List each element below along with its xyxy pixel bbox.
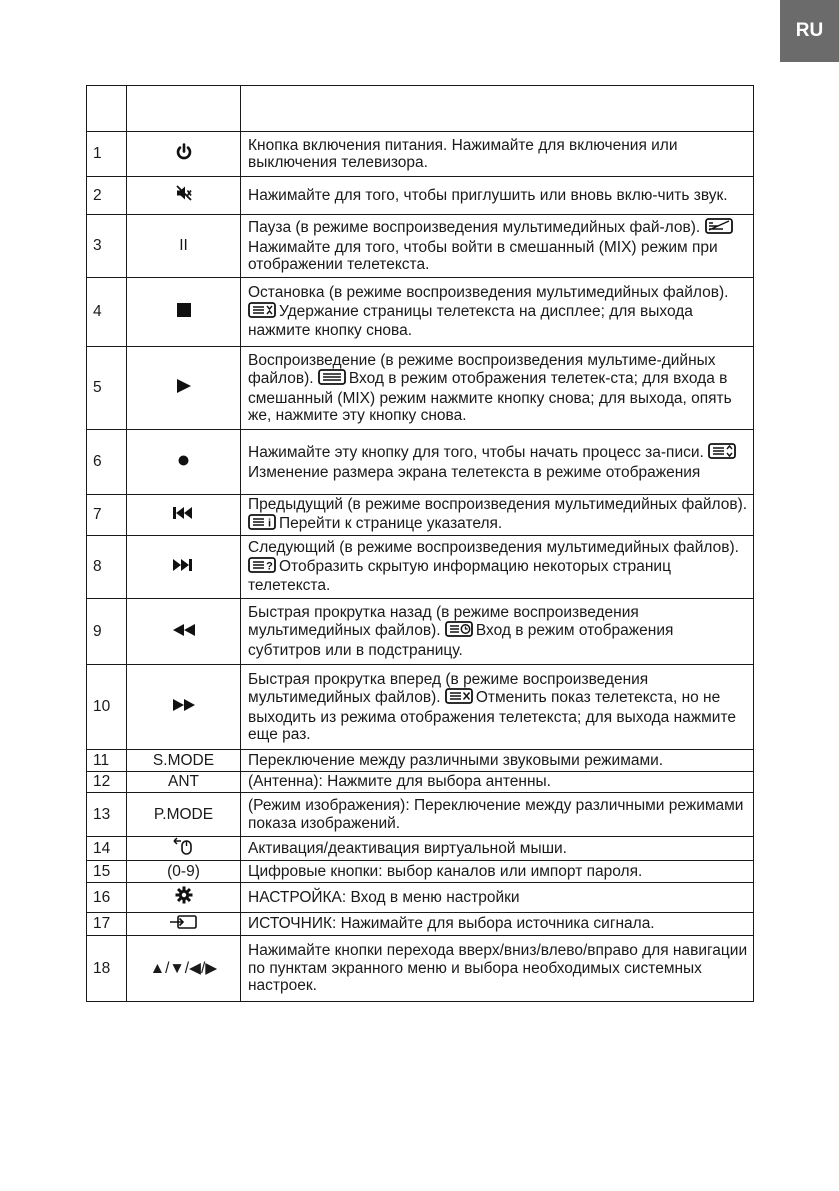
- description-cell: [241, 861, 754, 883]
- description-text: Нажимайте для того, чтобы приглушить или вновь вклю-чить звук.: [248, 186, 728, 204]
- description-cell: [241, 772, 754, 793]
- description-cell: [241, 665, 754, 750]
- description-cell: [241, 599, 754, 665]
- previous-icon: [173, 506, 194, 524]
- description-text: Быстрая прокрутка назад (в режиме воспроизведения мультимедийных файлов).: [248, 603, 639, 640]
- teletext-description-text: Отменить показ телетекста, но не выходить из режима отображения телетекста; для выхода нажмите еще раз.: [248, 689, 737, 743]
- button-label: P.MODE: [153, 805, 214, 823]
- description-text: Нажимайте кнопки перехода вверх/вниз/влево/вправо для навигации по пунктам экранного меню и выбора необходимых системных настроек.: [248, 942, 748, 995]
- table-row: [87, 132, 754, 177]
- remote-button-cell: [127, 772, 241, 793]
- teletext-icon: [318, 369, 346, 390]
- description-cell: [241, 936, 754, 1002]
- row-number: 18: [87, 936, 127, 1002]
- teletext-description-text: Изменение размера экрана телетекста в режиме отображения: [248, 463, 701, 481]
- teletext-description-text: Нажимайте для того, чтобы войти в смешанный (MIX) режим при отображении телетекста.: [248, 238, 718, 274]
- button-label: (0-9): [167, 862, 200, 880]
- teletext-description-text: Перейти к странице указателя.: [279, 514, 503, 532]
- teletext-mix-icon: [705, 218, 733, 239]
- remote-button-cell: [127, 177, 241, 215]
- description-text: ИСТОЧНИК: Нажимайте для выбора источника сигнала.: [248, 915, 655, 933]
- row-number: 5: [87, 347, 127, 430]
- description-text: Нажимайте эту кнопку для того, чтобы начать процесс за-писи.: [248, 444, 704, 461]
- table-row: [87, 665, 754, 750]
- button-label: ▲/▼/◀/▶: [149, 959, 218, 977]
- language-tab: RU: [780, 0, 839, 62]
- row-number: 13: [87, 793, 127, 837]
- next-icon: [173, 558, 194, 576]
- description-text: НАСТРОЙКА: Вход в меню настройки: [248, 888, 520, 906]
- gear-icon: [175, 886, 193, 909]
- description-cell: [241, 215, 754, 278]
- table-row: [87, 430, 754, 495]
- row-number: 16: [87, 883, 127, 913]
- header-cell-button: [127, 86, 241, 132]
- remote-button-cell: [127, 347, 241, 430]
- remote-button-cell: [127, 793, 241, 837]
- row-number: 15: [87, 861, 127, 883]
- description-cell: [241, 430, 754, 495]
- stop-icon: [177, 303, 191, 322]
- row-number: 14: [87, 837, 127, 861]
- button-label: ANT: [168, 773, 199, 791]
- table-row: [87, 772, 754, 793]
- table-row: [87, 837, 754, 861]
- table-row: [87, 936, 754, 1002]
- teletext-hold-icon: [248, 302, 276, 323]
- header-cell-description: [241, 86, 754, 132]
- remote-button-cell: [127, 883, 241, 913]
- remote-button-cell: [127, 536, 241, 599]
- teletext-reveal-icon: [248, 557, 276, 578]
- remote-control-table: [86, 85, 754, 1002]
- table-row: [87, 883, 754, 913]
- table-row: [87, 215, 754, 278]
- row-number: 3: [87, 215, 127, 278]
- description-cell: [241, 750, 754, 772]
- description-text: Предыдущий (в режиме воспроизведения мультимедийных файлов).: [248, 496, 748, 513]
- header-cell-number: [87, 86, 127, 132]
- teletext-description-text: Удержание страницы телетекста на дисплее; для выхода нажмите кнопку снова.: [248, 302, 693, 340]
- button-label: S.MODE: [152, 751, 215, 769]
- teletext-cancel-icon: [445, 688, 473, 709]
- play-icon: [176, 378, 192, 399]
- table-header-row: [87, 86, 754, 132]
- description-text: (Режим изображения): Переключение между различными режимами показа изображений.: [248, 797, 744, 832]
- table-row: [87, 861, 754, 883]
- power-icon: [175, 143, 193, 166]
- description-text: Воспроизведение (в режиме воспроизведения мультиме-дийных файлов).: [248, 351, 716, 387]
- svg-text:?: ?: [266, 560, 273, 573]
- remote-button-cell: [127, 936, 241, 1002]
- description-text: Переключение между различными звуковыми режимами.: [248, 751, 664, 769]
- mouse-icon: [173, 837, 195, 860]
- description-cell: [241, 793, 754, 837]
- table-row: [87, 793, 754, 837]
- remote-button-cell: [127, 913, 241, 936]
- row-number: 11: [87, 750, 127, 772]
- description-cell: [241, 177, 754, 215]
- remote-button-cell: [127, 861, 241, 883]
- teletext-size-icon: [708, 443, 736, 464]
- table-row: [87, 913, 754, 936]
- button-label: II: [179, 237, 188, 255]
- remote-button-cell: [127, 215, 241, 278]
- row-number: 9: [87, 599, 127, 665]
- rewind-icon: [173, 623, 195, 641]
- row-number: 12: [87, 772, 127, 793]
- description-text: Быстрая прокрутка вперед (в режиме воспроизведения мультимедийных файлов).: [248, 670, 649, 706]
- teletext-description-text: Вход в режим отображения телетек-ста; для входа в смешанный (MIX) режим нажмите кнопку снова; для выхода, опять же, нажмите эту кнопку снова.: [248, 370, 732, 424]
- table-row: [87, 177, 754, 215]
- remote-button-cell: [127, 750, 241, 772]
- record-icon: [178, 453, 189, 471]
- description-cell: [241, 536, 754, 599]
- description-cell: [241, 278, 754, 347]
- table-row: [87, 278, 754, 347]
- table-row: [87, 536, 754, 599]
- table-row: [87, 495, 754, 536]
- description-text: Цифровые кнопки: выбор каналов или импорт пароля.: [248, 862, 643, 880]
- table-row: [87, 599, 754, 665]
- table-row: [87, 750, 754, 772]
- row-number: 10: [87, 665, 127, 750]
- description-text: Кнопка включения питания. Нажимайте для включения или выключения телевизора.: [248, 136, 678, 171]
- row-number: 6: [87, 430, 127, 495]
- remote-button-cell: [127, 495, 241, 536]
- description-text: Пауза (в режиме воспроизведения мультимедийных фай-лов).: [248, 219, 701, 237]
- description-text: (Антенна): Нажмите для выбора антенны.: [248, 773, 551, 791]
- row-number: 4: [87, 278, 127, 347]
- table-row: [87, 347, 754, 430]
- row-number: 8: [87, 536, 127, 599]
- description-text: Активация/деактивация виртуальной мыши.: [248, 839, 567, 857]
- fast-forward-icon: [173, 698, 195, 716]
- remote-button-cell: [127, 599, 241, 665]
- teletext-description-text: Вход в режим отображения субтитров или в подстраницу.: [248, 622, 674, 659]
- teletext-index-icon: [248, 514, 276, 535]
- row-number: 1: [87, 132, 127, 177]
- description-text: Остановка (в режиме воспроизведения мультимедийных файлов).: [248, 284, 729, 302]
- remote-button-cell: [127, 665, 241, 750]
- remote-button-cell: [127, 430, 241, 495]
- mute-icon: [175, 184, 193, 207]
- row-number: 17: [87, 913, 127, 936]
- description-cell: [241, 883, 754, 913]
- remote-button-cell: [127, 278, 241, 347]
- source-icon: [170, 914, 198, 935]
- description-cell: [241, 495, 754, 536]
- description-cell: [241, 132, 754, 177]
- description-cell: [241, 347, 754, 430]
- remote-button-cell: [127, 132, 241, 177]
- svg-text:i: i: [267, 517, 272, 529]
- teletext-subpage-icon: [445, 621, 473, 642]
- description-text: Следующий (в режиме воспроизведения мультимедийных файлов).: [248, 539, 739, 557]
- description-cell: [241, 837, 754, 861]
- row-number: 7: [87, 495, 127, 536]
- teletext-description-text: Отобразить скрытую информацию некоторых страниц телетекста.: [248, 557, 671, 595]
- description-cell: [241, 913, 754, 936]
- row-number: 2: [87, 177, 127, 215]
- remote-button-cell: [127, 837, 241, 861]
